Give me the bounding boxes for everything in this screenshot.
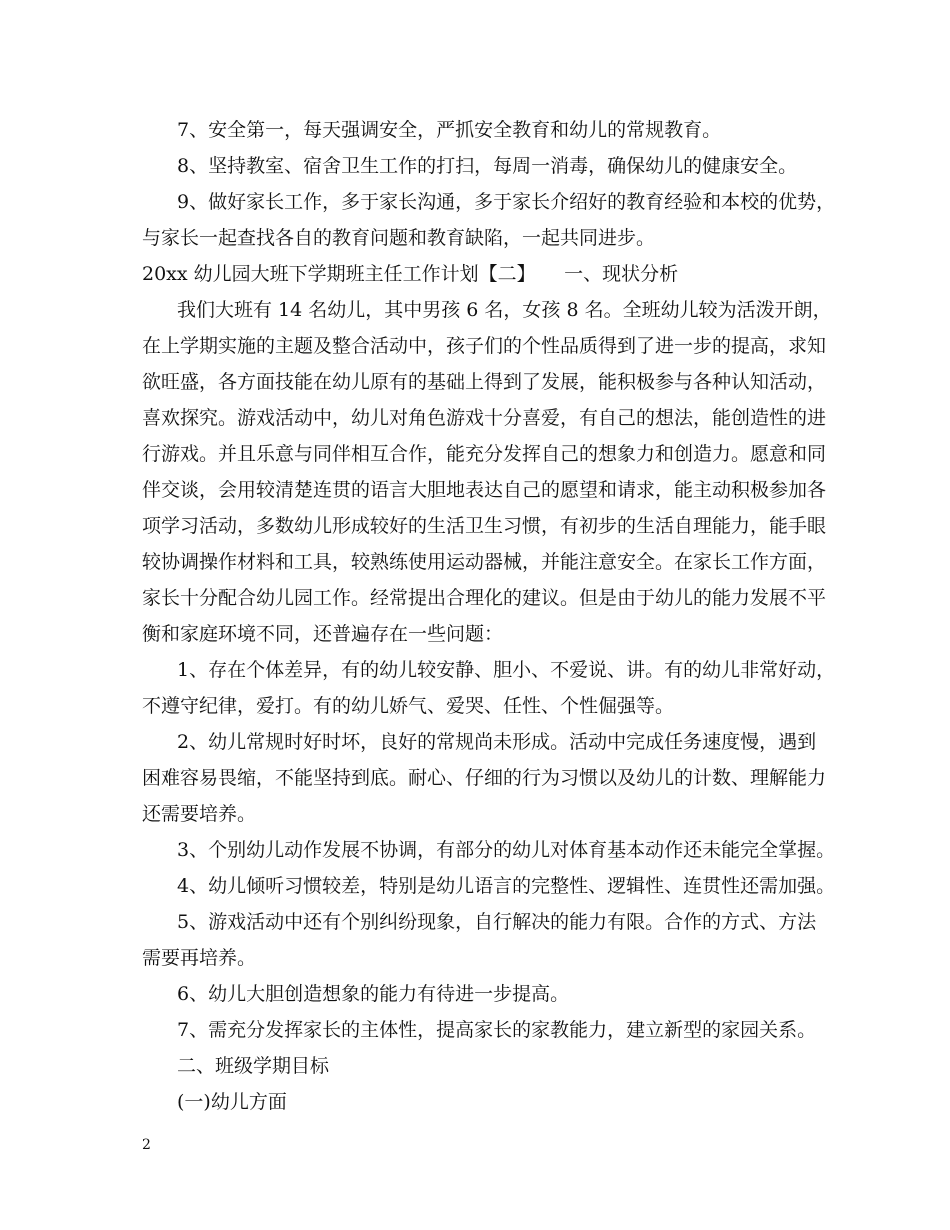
list-item-line: 6、幼儿大胆创造想象的能力有待进一步提高。 xyxy=(177,983,570,1005)
list-item-line: 3、个别幼儿动作发展不协调，有部分的幼儿对体育基本动作还未能完全掌握。 xyxy=(177,839,836,861)
page-number: 2 xyxy=(142,1137,151,1153)
paragraph-line: 喜欢探究。游戏活动中，幼儿对角色游戏十分喜爱，有自己的想法，能创造性的进 xyxy=(142,407,827,429)
paragraph-line: 我们大班有 14 名幼儿，其中男孩 6 名，女孩 8 名。全班幼儿较为活泼开朗， xyxy=(177,299,832,321)
section-heading: 二、班级学期目标 xyxy=(177,1055,330,1077)
paragraph-line: 行游戏。并且乐意与同伴相互合作，能充分发挥自己的想象力和创造力。愿意和同 xyxy=(142,443,827,465)
section-heading: 20xx 幼儿园大班下学期班主任工作计划【二】 一、现状分析 xyxy=(142,263,679,285)
list-item-line: 需要再培养。 xyxy=(142,947,257,969)
subsection-heading: (一)幼儿方面 xyxy=(177,1091,287,1113)
list-item-line: 4、幼儿倾听习惯较差，特别是幼儿语言的完整性、逻辑性、连贯性还需加强。 xyxy=(177,875,836,897)
list-item-line: 不遵守纪律，爱打。有的幼儿娇气、爱哭、任性、个性倔强等。 xyxy=(142,695,675,717)
paragraph-line: 较协调操作材料和工具，较熟练使用运动器械，并能注意安全。在家长工作方面， xyxy=(142,551,827,573)
list-item-line: 2、幼儿常规时好时坏，良好的常规尚未形成。活动中完成任务速度慢，遇到 xyxy=(177,731,817,753)
list-item-line: 5、游戏活动中还有个别纠纷现象，自行解决的能力有限。合作的方式、方法 xyxy=(177,911,817,933)
paragraph-line: 7、安全第一，每天强调安全，严抓安全教育和幼儿的常规教育。 xyxy=(177,119,722,141)
paragraph-line: 在上学期实施的主题及整合活动中，孩子们的个性品质得到了进一步的提高，求知 xyxy=(142,335,827,357)
paragraph-line: 与家长一起查找各自的教育问题和教育缺陷，一起共同进步。 xyxy=(142,227,656,249)
list-item-line: 困难容易畏缩，不能坚持到底。耐心、仔细的行为习惯以及幼儿的计数、理解能力 xyxy=(142,767,827,789)
paragraph-line: 伴交谈，会用较清楚连贯的语言大胆地表达自己的愿望和请求，能主动积极参加各 xyxy=(142,479,827,501)
paragraph-line: 项学习活动，多数幼儿形成较好的生活卫生习惯，有初步的生活自理能力，能手眼 xyxy=(142,515,827,537)
paragraph-line: 衡和家庭环境不同，还普遍存在一些问题： xyxy=(142,623,504,645)
list-item-line: 7、需充分发挥家长的主体性，提高家长的家教能力，建立新型的家园关系。 xyxy=(177,1019,817,1041)
paragraph-line: 8、坚持教室、宿舍卫生工作的打扫，每周一消毒，确保幼儿的健康安全。 xyxy=(177,155,798,177)
list-item-line: 还需要培养。 xyxy=(142,803,257,825)
list-item-line: 1、存在个体差异，有的幼儿较安静、胆小、不爱说、讲。有的幼儿非常好动， xyxy=(177,659,836,681)
paragraph-line: 9、做好家长工作，多于家长沟通，多于家长介绍好的教育经验和本校的优势， xyxy=(177,191,836,213)
paragraph-line: 欲旺盛，各方面技能在幼儿原有的基础上得到了发展，能积极参与各种认知活动， xyxy=(142,371,827,393)
paragraph-line: 家长十分配合幼儿园工作。经常提出合理化的建议。但是由于幼儿的能力发展不平 xyxy=(142,587,827,609)
